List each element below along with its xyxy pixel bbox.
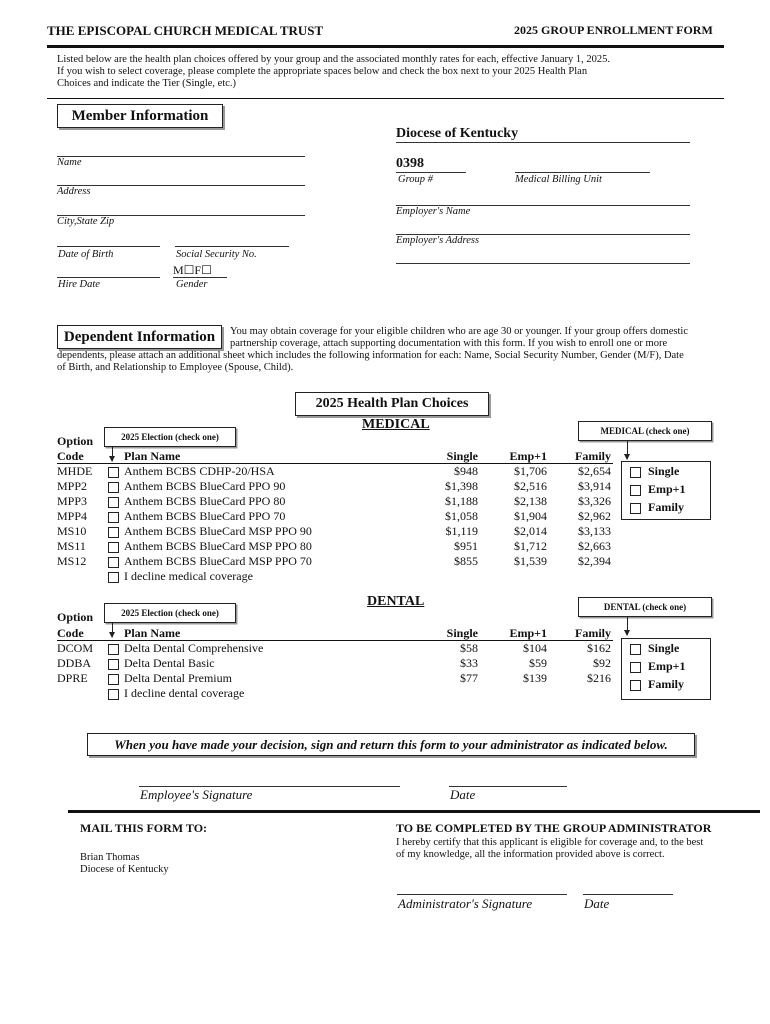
tier-label: Emp+1 xyxy=(648,482,686,496)
plan-name: Anthem BCBS BlueCard PPO 80 xyxy=(124,494,286,508)
rate-family: $2,663 xyxy=(578,539,611,553)
tier-label: Family xyxy=(648,500,684,514)
mail-heading: MAIL THIS FORM TO: xyxy=(80,821,208,835)
checkbox-icon[interactable] xyxy=(630,644,641,655)
medical-tier-option[interactable] xyxy=(626,498,710,516)
plan-code: MPP2 xyxy=(57,479,88,493)
rate-single: $1,398 xyxy=(445,479,478,493)
plan-code: MHDE xyxy=(57,464,93,478)
gender-label: Gender xyxy=(176,279,208,290)
mail-name: Brian Thomas xyxy=(80,852,140,863)
employee-signature-label: Employee's Signature xyxy=(140,787,253,802)
plan-checkbox[interactable] xyxy=(108,641,124,656)
medical-tier-option[interactable] xyxy=(626,480,710,498)
rate-emp1: $59 xyxy=(529,656,547,670)
checkbox-icon[interactable] xyxy=(108,527,119,538)
rate-family: $3,133 xyxy=(578,524,611,538)
dental-tier-box xyxy=(621,638,711,700)
dependent-info-title: Dependent Information xyxy=(57,325,222,349)
checkbox-icon[interactable] xyxy=(108,497,119,508)
admin-signature-field[interactable] xyxy=(397,894,567,895)
admin-date-label: Date xyxy=(584,896,610,911)
dental-col-code: Code xyxy=(57,626,84,640)
medical-plan-row xyxy=(57,569,611,584)
rate-emp1: $1,706 xyxy=(514,464,547,478)
tier-label: Family xyxy=(648,677,684,691)
address-field[interactable] xyxy=(57,185,305,186)
medical-plan-row xyxy=(57,494,611,509)
checkbox-icon[interactable] xyxy=(108,674,119,685)
rate-single: $951 xyxy=(454,539,478,553)
rate-family: $3,914 xyxy=(578,479,611,493)
plan-name: Delta Dental Comprehensive xyxy=(124,641,264,655)
rate-family: $92 xyxy=(593,656,611,670)
medical-plan-row xyxy=(57,524,611,539)
medical-tier-option[interactable] xyxy=(626,462,710,480)
tier-label: Single xyxy=(648,464,680,478)
plan-code: MPP3 xyxy=(57,494,88,508)
rate-single: $58 xyxy=(460,641,478,655)
checkbox-icon[interactable] xyxy=(108,572,119,583)
checkbox-icon[interactable] xyxy=(630,662,641,673)
medical-col-option: Option xyxy=(57,434,94,448)
rate-emp1: $2,138 xyxy=(514,494,547,508)
rate-emp1: $1,904 xyxy=(514,509,547,523)
intro-text: Listed below are the health plan choices offered by your group and the associated monthly rates for each, effective January 1, 2025. If you wish to select coverage, please complete the appropriate spaces below and check the box next to your 2025 Health Plan Choices and indicate the Tier (Single, etc.) xyxy=(57,54,610,89)
rate-emp1: $1,712 xyxy=(514,539,547,553)
plan-name: Delta Dental Premium xyxy=(124,671,232,685)
plan-name: I decline medical coverage xyxy=(124,569,253,583)
medical-tier-arrow xyxy=(627,440,628,459)
mail-org: Diocese of Kentucky xyxy=(80,864,169,875)
rate-single: $1,188 xyxy=(445,494,478,508)
return-instruction: When you have made your decision, sign and return this form to your administrator as indicated below. xyxy=(87,733,695,756)
medical-col-family: Family xyxy=(575,449,611,463)
plan-code: MS10 xyxy=(57,524,87,538)
plan-name: Anthem BCBS BlueCard MSP PPO 90 xyxy=(124,524,312,538)
medical-heading: MEDICAL xyxy=(362,417,430,432)
employer-address-field-2[interactable] xyxy=(396,263,690,264)
plan-name: Anthem BCBS BlueCard MSP PPO 70 xyxy=(124,554,312,568)
gender-field[interactable] xyxy=(173,277,227,278)
plan-checkbox[interactable] xyxy=(108,554,124,569)
admin-signature-label: Administrator's Signature xyxy=(398,896,533,911)
plan-name: Anthem BCBS BlueCard PPO 70 xyxy=(124,509,286,523)
medical-plan-row xyxy=(57,479,611,494)
plan-code: DDBA xyxy=(57,656,92,670)
medical-col-code: Code xyxy=(57,449,84,463)
rate-family: $3,326 xyxy=(578,494,611,508)
rate-emp1: $2,014 xyxy=(514,524,547,538)
dental-plan-row xyxy=(57,686,611,701)
dental-col-emp1: Emp+1 xyxy=(509,626,547,640)
plan-code: DCOM xyxy=(57,641,94,655)
employee-date-label: Date xyxy=(450,787,476,802)
rate-family xyxy=(547,569,611,584)
rate-emp1: $2,516 xyxy=(514,479,547,493)
rate-single: $855 xyxy=(454,554,478,568)
rate-family: $2,394 xyxy=(578,554,611,568)
mail-address xyxy=(80,852,169,876)
plan-name: Anthem BCBS BlueCard PPO 90 xyxy=(124,479,286,493)
plan-checkbox[interactable] xyxy=(108,509,124,524)
medical-plan-table xyxy=(57,464,611,584)
plan-checkbox[interactable] xyxy=(108,569,124,584)
checkbox-icon[interactable] xyxy=(630,680,641,691)
checkbox-icon[interactable] xyxy=(108,659,119,670)
dental-tier-arrow xyxy=(627,616,628,635)
dental-tier-option[interactable] xyxy=(626,657,710,675)
admin-heading: TO BE COMPLETED BY THE GROUP ADMINISTRATOR xyxy=(396,821,712,835)
dental-tier-option[interactable] xyxy=(626,639,710,657)
rate-single: $1,119 xyxy=(445,524,478,538)
plan-code xyxy=(57,569,108,584)
plan-name: Anthem BCBS CDHP-20/HSA xyxy=(124,464,275,478)
admin-certification: I hereby certify that this applicant is eligible for coverage and, to the best of my knowledge, all the information provided above is correct. xyxy=(396,837,704,860)
rate-single: $77 xyxy=(460,671,478,685)
member-info-title: Member Information xyxy=(57,104,223,128)
ssn-label: Social Security No. xyxy=(176,249,257,260)
dental-tier-option[interactable] xyxy=(626,675,710,693)
medical-col-plan: Plan Name xyxy=(124,449,181,463)
medical-plan-row xyxy=(57,509,611,524)
tier-label: Emp+1 xyxy=(648,659,686,673)
rate-single xyxy=(420,686,478,701)
medical-election-tag: 2025 Election (check one) xyxy=(104,427,236,447)
rate-single: $33 xyxy=(460,656,478,670)
form-title: 2025 GROUP ENROLLMENT FORM xyxy=(514,23,713,37)
rate-emp1 xyxy=(478,569,547,584)
org-name: THE EPISCOPAL CHURCH MEDICAL TRUST xyxy=(47,23,324,38)
rate-family xyxy=(547,686,611,701)
rate-family: $162 xyxy=(587,641,611,655)
group-number-line xyxy=(396,172,466,173)
address-label: Address xyxy=(57,186,91,197)
billing-unit-field[interactable] xyxy=(515,172,650,173)
dental-col-family: Family xyxy=(575,626,611,640)
medical-tier-tag: MEDICAL (check one) xyxy=(578,421,712,441)
city-state-zip-label: City,State Zip xyxy=(57,216,115,227)
plan-name: I decline dental coverage xyxy=(124,686,245,700)
dental-col-option: Option xyxy=(57,610,94,624)
hire-date-label: Hire Date xyxy=(58,279,100,290)
header-rule xyxy=(47,45,724,48)
billing-unit-label: Medical Billing Unit xyxy=(515,174,602,185)
medical-plan-row xyxy=(57,554,611,569)
signature-rule xyxy=(68,810,760,813)
checkbox-icon[interactable] xyxy=(630,485,641,496)
rate-single: $948 xyxy=(454,464,478,478)
dental-election-arrow xyxy=(112,622,113,637)
dental-col-plan: Plan Name xyxy=(124,626,181,640)
medical-plan-row xyxy=(57,539,611,554)
dental-col-single: Single xyxy=(446,626,478,640)
rate-emp1: $104 xyxy=(523,641,547,655)
diocese-name: Diocese of Kentucky xyxy=(396,126,519,141)
dental-plan-table xyxy=(57,641,611,701)
admin-date-field[interactable] xyxy=(583,894,673,895)
group-number-label: Group # xyxy=(398,174,433,185)
dental-plan-row xyxy=(57,641,611,656)
rate-family: $2,654 xyxy=(578,464,611,478)
rate-single xyxy=(420,569,478,584)
name-field[interactable] xyxy=(57,156,305,157)
dental-plan-row xyxy=(57,656,611,671)
rate-emp1 xyxy=(478,686,547,701)
dependent-text-a: You may obtain coverage for your eligible children who are age 30 or younger. If your group offers domestic partnership coverage, attach supporting documentation with this form. If you wish to enroll one or more xyxy=(230,326,688,349)
checkbox-icon[interactable] xyxy=(108,689,119,700)
rate-emp1: $1,539 xyxy=(514,554,547,568)
intro-rule xyxy=(47,98,724,99)
plan-choices-title: 2025 Health Plan Choices xyxy=(295,392,489,416)
plan-checkbox[interactable] xyxy=(108,479,124,494)
group-number: 0398 xyxy=(396,156,424,171)
dental-plan-row xyxy=(57,671,611,686)
ssn-field[interactable] xyxy=(175,246,289,247)
checkbox-icon[interactable] xyxy=(108,644,119,655)
diocese-line xyxy=(396,142,690,143)
plan-checkbox[interactable] xyxy=(108,656,124,671)
plan-checkbox[interactable] xyxy=(108,524,124,539)
checkbox-icon[interactable] xyxy=(108,482,119,493)
plan-name: Anthem BCBS BlueCard MSP PPO 80 xyxy=(124,539,312,553)
rate-emp1: $139 xyxy=(523,671,547,685)
plan-name: Delta Dental Basic xyxy=(124,656,215,670)
employer-name-label: Employer's Name xyxy=(396,206,471,217)
medical-plan-row xyxy=(57,464,611,479)
gender-options[interactable]: M☐F☐ xyxy=(173,263,212,277)
hire-date-field[interactable] xyxy=(57,277,160,278)
plan-checkbox[interactable] xyxy=(108,494,124,509)
plan-code: DPRE xyxy=(57,671,88,685)
plan-checkbox[interactable] xyxy=(108,464,124,479)
dental-tier-tag: DENTAL (check one) xyxy=(578,597,712,617)
dental-election-tag: 2025 Election (check one) xyxy=(104,603,236,623)
dob-field[interactable] xyxy=(57,246,160,247)
medical-col-single: Single xyxy=(446,449,478,463)
plan-checkbox[interactable] xyxy=(108,686,124,701)
plan-code: MPP4 xyxy=(57,509,88,523)
checkbox-icon[interactable] xyxy=(108,557,119,568)
medical-col-emp1: Emp+1 xyxy=(509,449,547,463)
employer-address-label: Employer's Address xyxy=(396,235,480,246)
rate-family: $2,962 xyxy=(578,509,611,523)
checkbox-icon[interactable] xyxy=(108,467,119,478)
checkbox-icon[interactable] xyxy=(108,542,119,553)
checkbox-icon[interactable] xyxy=(630,467,641,478)
plan-code xyxy=(57,686,108,701)
dental-heading: DENTAL xyxy=(367,594,425,609)
plan-code: MS12 xyxy=(57,554,87,568)
rate-single: $1,058 xyxy=(445,509,478,523)
plan-code: MS11 xyxy=(57,539,86,553)
medical-tier-box xyxy=(621,461,711,520)
dependent-text-b: dependents, please attach an additional sheet which includes the following information for each: Name, Social Security Number, Gender (M/F), Date of Birth, and Relationship to Employee (Spouse, Child). xyxy=(57,350,684,373)
plan-checkbox[interactable] xyxy=(108,671,124,686)
dob-label: Date of Birth xyxy=(58,249,114,260)
medical-election-arrow xyxy=(112,446,113,461)
rate-family: $216 xyxy=(587,671,611,685)
checkbox-icon[interactable] xyxy=(630,503,641,514)
plan-checkbox[interactable] xyxy=(108,539,124,554)
tier-label: Single xyxy=(648,641,680,655)
name-label: Name xyxy=(57,157,82,168)
checkbox-icon[interactable] xyxy=(108,512,119,523)
